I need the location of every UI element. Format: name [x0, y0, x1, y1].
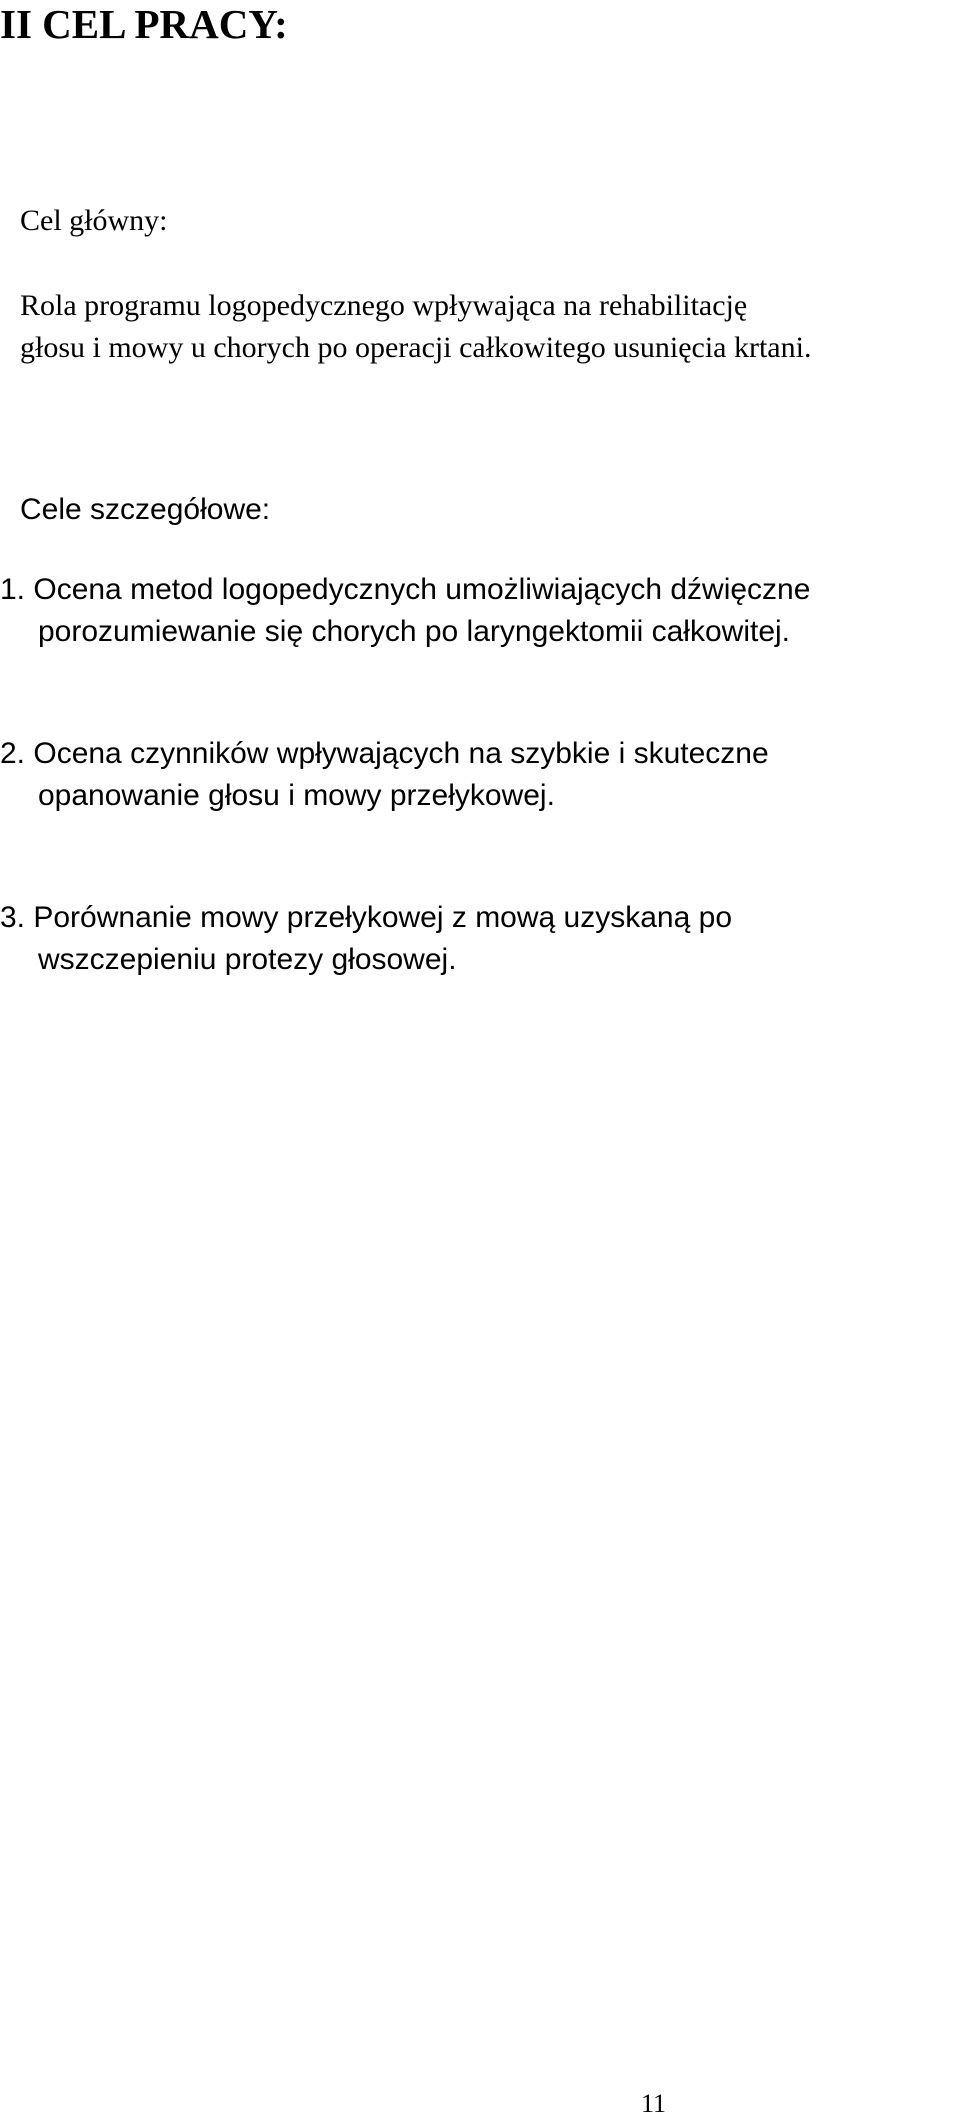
page-number: 11	[641, 2089, 667, 2118]
specific-goal-line: porozumiewanie się chorych po laryngektomii całkowitej.	[38, 615, 791, 648]
specific-goal-item-3	[0, 897, 940, 981]
specific-goal-item-2	[0, 733, 940, 817]
specific-goal-item-1	[0, 569, 940, 653]
specific-goal-line: 1. Ocena metod logopedycznych umożliwiających dźwięczne	[0, 573, 811, 606]
specific-goal-line: 3. Porównanie mowy przełykowej z mową uzyskaną po	[0, 901, 732, 934]
page-heading: II CEL PRACY:	[0, 1, 288, 47]
specific-goal-line: opanowanie głosu i mowy przełykowej.	[38, 779, 555, 812]
main-goal-label: Cel główny:	[20, 204, 168, 237]
main-goal-line: Rola programu logopedycznego wpływająca na rehabilitację	[20, 289, 748, 322]
main-goal-text	[20, 285, 811, 369]
specific-goals-label: Cele szczegółowe:	[20, 493, 271, 526]
specific-goal-line: wszczepieniu protezy głosowej.	[38, 943, 457, 976]
specific-goal-line: 2. Ocena czynników wpływających na szybkie i skuteczne	[0, 737, 769, 770]
main-goal-line: głosu i mowy u chorych po operacji całkowitego usunięcia krtani.	[20, 331, 812, 364]
